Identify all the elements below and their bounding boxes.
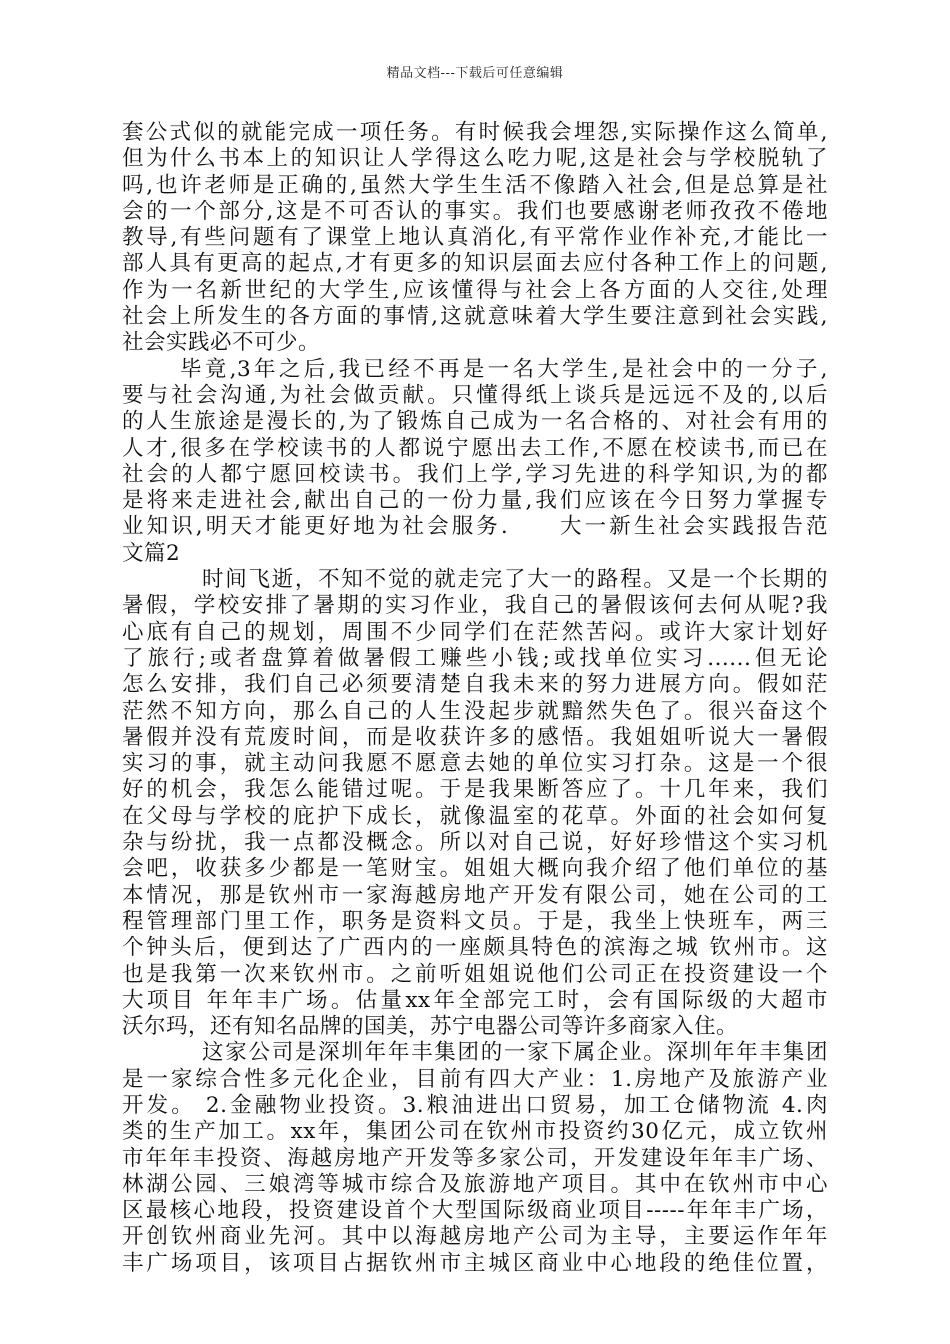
text-line: 程管理部门里工作，职务是资料文员。于是，我坐上快班车，两三 — [122, 908, 828, 934]
text-line: 怎么安排，我们自己必须要清楚自我未来的努力进展方向。假如茫 — [122, 672, 828, 698]
text-line: 是一家综合性多元化企业，目前有四大产业：1.房地产及旅游产业 — [122, 1066, 828, 1092]
text-line: 社会实践必不可少。 — [122, 330, 321, 356]
text-line: 暑假并没有荒废时间，而是收获许多的感悟。我姐姐听说大一暑假 — [122, 724, 828, 750]
text-line: 部人具有更高的起点,才有更多的知识层面去应付各种工作上的问题, — [122, 251, 828, 277]
text-line: 吗,也许老师是正确的,虽然大学生生活不像踏入社会,但是总算是社 — [122, 172, 828, 198]
text-line: 心底有自己的规划，周围不少同学们在茫然苦闷。或许大家计划好 — [122, 619, 828, 645]
text-line: 社会上所发生的各方面的事情,这就意味着大学生要注意到社会实践, — [122, 304, 828, 330]
text-line: 作为一名新世纪的大学生,应该懂得与社会上各方面的人交往,处理 — [122, 277, 828, 303]
text-line: 丰广场项目，该项目占据钦州市主城区商业中心地段的绝佳位置， — [122, 1250, 828, 1276]
text-line: 是将来走进社会,献出自己的一份力量,我们应该在今日努力掌握专 — [122, 488, 828, 514]
text-line: 实习的事，就主动问我愿不愿意去她的单位实习打杂。这是一个很 — [122, 751, 828, 777]
text-line: 会的一个部分,这是不可否认的事实。我们也要感谢老师孜孜不倦地 — [122, 198, 828, 224]
text-line: 文篇2 — [122, 540, 181, 566]
document-body — [122, 120, 828, 1277]
text-line: 在父母与学校的庇护下成长，就像温室的花草。外面的社会如何复 — [122, 803, 828, 829]
text-line: 人才,很多在学校读书的人都说宁愿出去工作,不愿在校读书,而已在 — [122, 435, 828, 461]
text-line: 杂与纷扰，我一点都没概念。所以对自己说，好好珍惜这个实习机 — [122, 830, 828, 856]
page-header: 精品文档---下载后可任意编辑 — [386, 66, 564, 81]
paragraph-first-line: 这家公司是深圳年年丰集团的一家下属企业。深圳年年丰集团 — [202, 1040, 828, 1066]
text-line: 业知识,明天才能更好地为社会服务. 大一新生社会实践报告范 — [122, 514, 828, 540]
text-line: 沃尔玛，还有知名品牌的国美，苏宁电器公司等许多商家入住。 — [122, 1014, 739, 1040]
text-line: 要与社会沟通,为社会做贡献。只懂得纸上谈兵是远远不及的,以后 — [122, 382, 828, 408]
text-line: 的人生旅途是漫长的,为了锻炼自己成为一名合格的、对社会有用的 — [122, 409, 828, 435]
text-line: 个钟头后，便到达了广西内的一座颇具特色的滨海之城 钦州市。这 — [122, 935, 828, 961]
text-line: 市年年丰投资、海越房地产开发等多家公司，开发建设年年丰广场、 — [122, 1145, 828, 1171]
text-line: 大项目 年年丰广场。估量xx年全部完工时，会有国际级的大超市 — [122, 987, 828, 1013]
text-line: 套公式似的就能完成一项任务。有时候我会埋怨,实际操作这么简单, — [122, 120, 828, 145]
text-line: 开创钦州商业先河。其中以海越房地产公司为主导，主要运作年年 — [122, 1224, 828, 1250]
text-line: 本情况，那是钦州市一家海越房地产开发有限公司，她在公司的工 — [122, 882, 828, 908]
text-line: 但为什么书本上的知识让人学得这么吃力呢,这是社会与学校脱轨了 — [122, 146, 828, 172]
text-line: 教导,有些问题有了课堂上地认真消化,有平常作业作补充,才能比一 — [122, 225, 828, 251]
text-line: 林湖公园、三娘湾等城市综合及旅游地产项目。其中在钦州市中心 — [122, 1171, 828, 1197]
text-line: 类的生产加工。xx年，集团公司在钦州市投资约30亿元，成立钦州 — [122, 1119, 828, 1145]
text-line: 区最核心地段，投资建设首个大型国际级商业项目-----年年丰广场， — [122, 1198, 828, 1224]
text-line: 好的机会，我怎么能错过呢。于是我果断答应了。十几年来，我们 — [122, 777, 828, 803]
text-line: 暑假，学校安排了暑期的实习作业，我自己的暑假该何去何从呢?我 — [122, 593, 828, 619]
text-line: 也是我第一次来钦州市。之前听姐姐说他们公司正在投资建设一个 — [122, 961, 828, 987]
text-line: 会吧，收获多少都是一笔财宝。姐姐大概向我介绍了他们单位的基 — [122, 856, 828, 882]
paragraph-first-line: 毕竟,3年之后,我已经不再是一名大学生,是社会中的一分子, — [180, 356, 828, 382]
text-line: 茫然不知方向，那么自己的人生没起步就黯然失色了。很兴奋这个 — [122, 698, 828, 724]
text-line: 社会的人都宁愿回校读书。我们上学,学习先进的科学知识,为的都 — [122, 461, 828, 487]
text-line: 了旅行;或者盘算着做暑假工赚些小钱;或找单位实习......但无论 — [122, 645, 828, 671]
paragraph-first-line: 时间飞逝，不知不觉的就走完了大一的路程。又是一个长期的 — [202, 567, 828, 593]
text-line: 开发。 2.金融物业投资。3.粮油进出口贸易，加工仓储物流 4.肉 — [122, 1092, 828, 1118]
